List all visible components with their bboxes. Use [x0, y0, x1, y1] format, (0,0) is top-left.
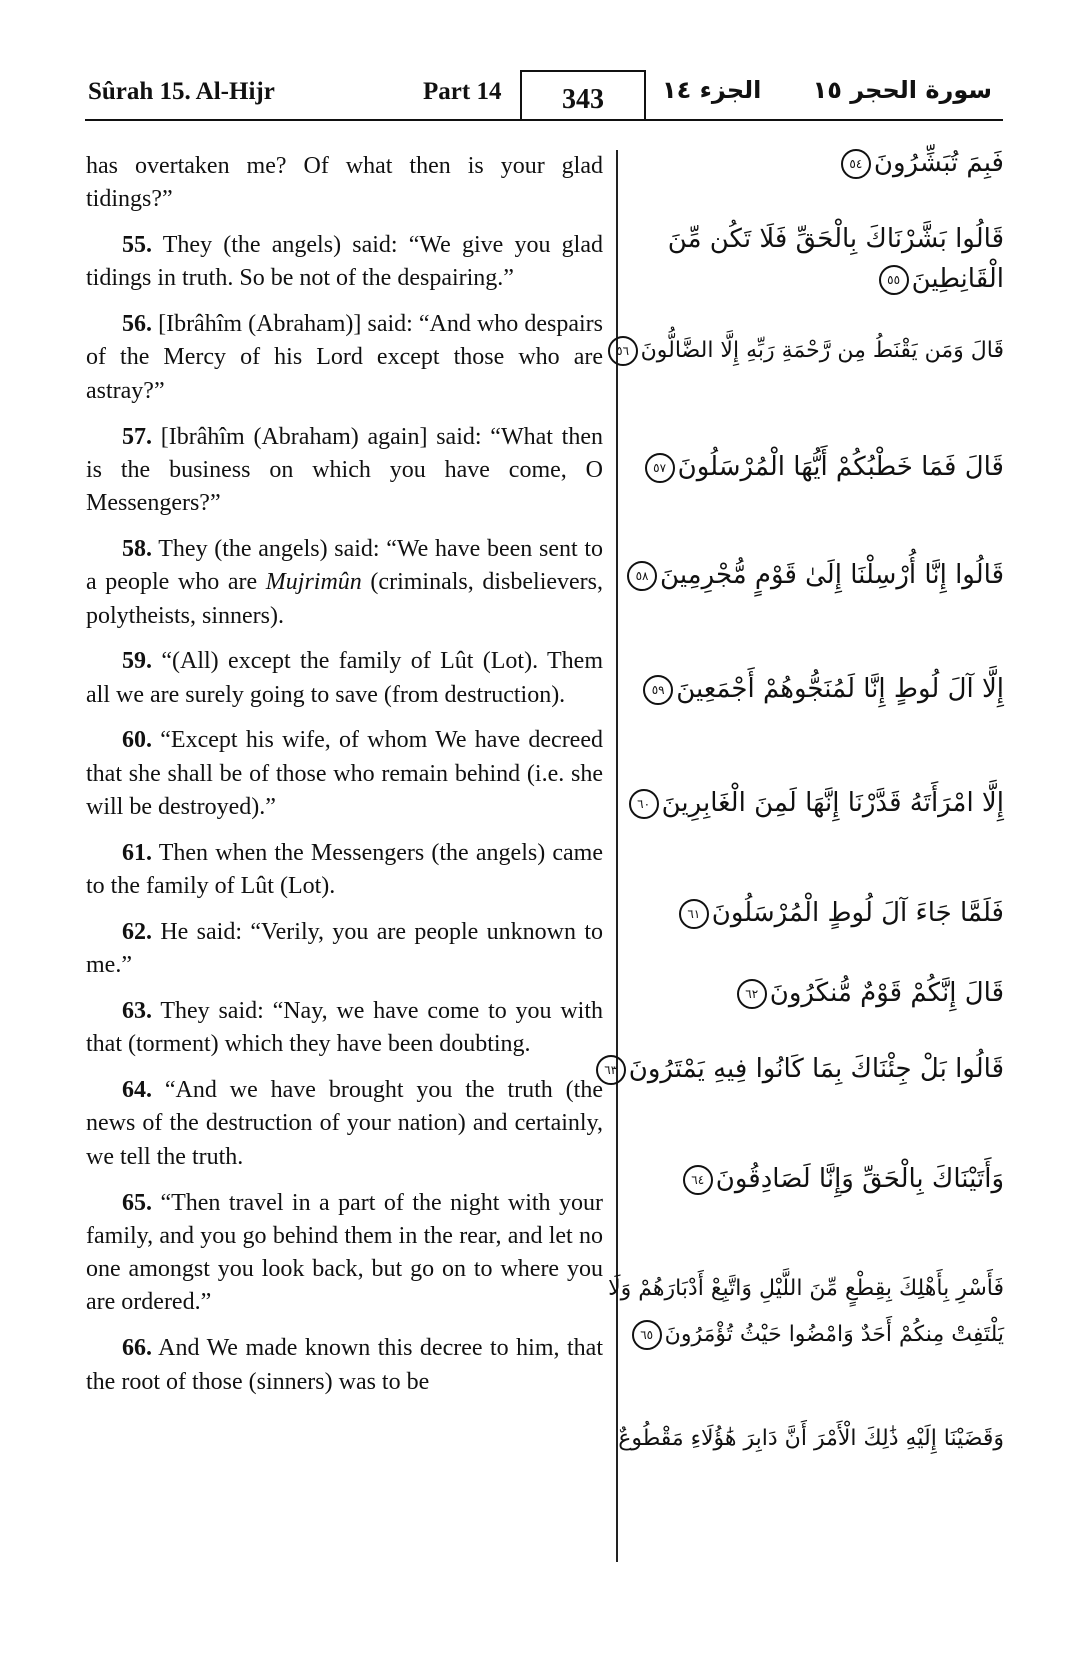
ayah-end-marker: ٦٤ — [683, 1165, 713, 1195]
verse-number: 56. — [122, 311, 152, 338]
verse-57 — [86, 421, 603, 521]
verse-64 — [86, 1074, 603, 1174]
arabic-verse-54 — [632, 148, 1004, 179]
verse-number: 64. — [122, 1077, 152, 1104]
ayah-end-marker: ٦٥ — [632, 1320, 662, 1350]
verse-number: 61. — [122, 839, 152, 866]
verse-61 — [86, 837, 603, 904]
verse-63 — [86, 995, 603, 1062]
arabic-text: قَالُوا بَلْ جِئْنَاكَ بِمَا كَانُوا فِيهِ يَمْتَرُونَ — [628, 1054, 1004, 1084]
arabic-verse-56 — [616, 336, 1004, 366]
ayah-end-marker: ٦٠ — [629, 789, 659, 819]
verse-text: [Ibrâhîm (Abraham) again] said: “What then is the business on which you have come, O Messengers?” — [86, 423, 603, 517]
surah-title-arabic: سورة الحجر ١٥ — [812, 76, 992, 104]
ayah-end-marker: ٥٨ — [627, 561, 657, 591]
verse-54-continuation: has overtaken me? Of what then is your glad tidings?” — [86, 153, 603, 213]
ayah-end-marker: ٥٤ — [841, 149, 871, 179]
verse-number: 60. — [122, 727, 152, 754]
verse-text: “And we have brought you the truth (the news of the destruction of your nation) and certainly, we tell the truth. — [86, 1077, 603, 1170]
arabic-text: فَلَمَّا جَاءَ آلَ لُوطٍ الْمُرْسَلُونَ — [711, 898, 1004, 928]
verse-56 — [86, 308, 603, 408]
arabic-verse-65-line-2 — [632, 1320, 1004, 1350]
arabic-verse-62 — [632, 978, 1004, 1009]
verse-58 — [86, 533, 603, 633]
verse-number: 66. — [122, 1335, 152, 1362]
arabic-text: قَالَ إِنَّكُمْ قَوْمٌ مُّنكَرُونَ — [769, 978, 1004, 1008]
verse-number: 59. — [122, 648, 152, 675]
verse-number: 65. — [122, 1189, 152, 1216]
ayah-end-marker: ٦٣ — [596, 1055, 626, 1085]
ayah-end-marker: ٥٩ — [643, 675, 673, 705]
verse-number: 62. — [122, 918, 152, 945]
arabic-verse-57 — [632, 452, 1004, 483]
page-number: 343 — [562, 84, 604, 115]
arabic-text: إِلَّا آلَ لُوطٍ إِنَّا لَمُنَجُّوهُمْ أَجْمَعِينَ — [676, 674, 1004, 704]
arabic-verse-61 — [632, 898, 1004, 929]
header-rule — [85, 119, 1003, 121]
ayah-end-marker: ٦٢ — [737, 979, 767, 1009]
verse-text: He said: “Verily, you are people unknown to me.” — [86, 918, 603, 979]
arabic-text: يَلْتَفِتْ مِنكُمْ أَحَدٌ وَامْضُوا حَيْثُ تُؤْمَرُونَ — [664, 1322, 1004, 1347]
verse-text: “Then travel in a part of the night with your family, and you go behind them in the rear, and let no one amongst you look back, but go on to where you are ordered.” — [86, 1189, 603, 1316]
arabic-verse-66 — [618, 1426, 1004, 1451]
verse-65 — [86, 1187, 603, 1320]
arabic-verse-59 — [632, 674, 1004, 705]
verse-text: They (the angels) said: “We give you glad tidings in truth. So be not of the despairing.” — [86, 232, 603, 292]
part-label-arabic: الجزء ١٤ — [662, 76, 762, 104]
verse-text: [Ibrâhîm (Abraham)] said: “And who despairs of the Mercy of his Lord except those who are astray?” — [86, 311, 603, 404]
verse-60 — [86, 724, 603, 824]
arabic-text: الْقَانِطِينَ — [911, 264, 1004, 294]
verse-62 — [86, 916, 603, 983]
arabic-verse-55-line-1 — [632, 224, 1004, 254]
page-number-box — [520, 70, 646, 120]
verse-text: They said: “Nay, we have come to you with that (torment) which they have been doubting. — [86, 998, 603, 1058]
english-translation-column — [86, 150, 603, 1411]
page-header — [88, 62, 1000, 120]
verse-text: And We made known this decree to him, that the root of those (sinners) was to be — [86, 1335, 603, 1395]
arabic-verse-55-line-2 — [632, 264, 1004, 295]
arabic-verse-58 — [632, 560, 1004, 591]
verse-number: 55. — [122, 232, 152, 259]
arabic-text: فَبِمَ تُبَشِّرُونَ — [873, 148, 1004, 178]
verse-italic-term: Mujrimûn — [265, 569, 362, 596]
verse-text: Then when the Messengers (the angels) came to the family of Lût (Lot). — [86, 839, 603, 900]
arabic-text: فَأَسْرِ بِأَهْلِكَ بِقِطْعٍ مِّنَ اللَّيْلِ وَاتَّبِعْ أَدْبَارَهُمْ وَلَا — [608, 1276, 1004, 1301]
verse-text: (criminals, disbelievers, polytheists, sinners). — [86, 569, 603, 629]
verse-number: 63. — [122, 998, 152, 1025]
arabic-text: إِلَّا امْرَأَتَهُ قَدَّرْنَا إِنَّهَا لَمِنَ الْغَابِرِينَ — [661, 788, 1004, 818]
verse-55 — [86, 229, 603, 296]
ayah-end-marker: ٥٦ — [608, 336, 638, 366]
surah-title-english: Sûrah 15. Al-Hijr — [88, 78, 275, 105]
arabic-verse-65-line-1 — [608, 1276, 1004, 1301]
arabic-text: قَالَ فَمَا خَطْبُكُمْ أَيُّهَا الْمُرْسَلُونَ — [677, 452, 1004, 482]
verse-66 — [86, 1332, 603, 1399]
arabic-text: وَأَتَيْنَاكَ بِالْحَقِّ وَإِنَّا لَصَادِقُونَ — [715, 1164, 1004, 1194]
arabic-text: قَالُوا إِنَّا أُرْسِلْنَا إِلَىٰ قَوْمٍ مُّجْرِمِينَ — [660, 560, 1004, 590]
arabic-text: قَالُوا بَشَّرْنَاكَ بِالْحَقِّ فَلَا تَكُن مِّنَ — [667, 224, 1004, 254]
verse-text: “(All) except the family of Lût (Lot). Them all we are surely going to save (from destruction). — [86, 648, 603, 708]
part-label-english: Part 14 — [423, 78, 502, 105]
arabic-verse-60 — [632, 788, 1004, 819]
ayah-end-marker: ٦١ — [679, 899, 709, 929]
arabic-text: وَقَضَيْنَا إِلَيْهِ ذَٰلِكَ الْأَمْرَ أَنَّ دَابِرَ هَٰؤُلَاءِ مَقْطُوعٌ — [618, 1426, 1004, 1451]
arabic-verse-63 — [604, 1054, 1004, 1085]
arabic-verse-64 — [632, 1164, 1004, 1195]
verse-text: They (the angels) said: “We have been sent to a people who are — [86, 535, 603, 596]
verse-text: “Except his wife, of whom We have decreed that she shall be of those who remain behind (i.e. she will be destroyed).” — [86, 727, 603, 821]
arabic-text: قَالَ وَمَن يَقْنَطُ مِن رَّحْمَةِ رَبِّهِ إِلَّا الضَّالُّونَ — [640, 338, 1004, 363]
verse-number: 57. — [122, 423, 152, 450]
verse-number: 58. — [122, 535, 152, 562]
ayah-end-marker: ٥٥ — [879, 265, 909, 295]
verse-59 — [86, 645, 603, 712]
ayah-end-marker: ٥٧ — [645, 453, 675, 483]
